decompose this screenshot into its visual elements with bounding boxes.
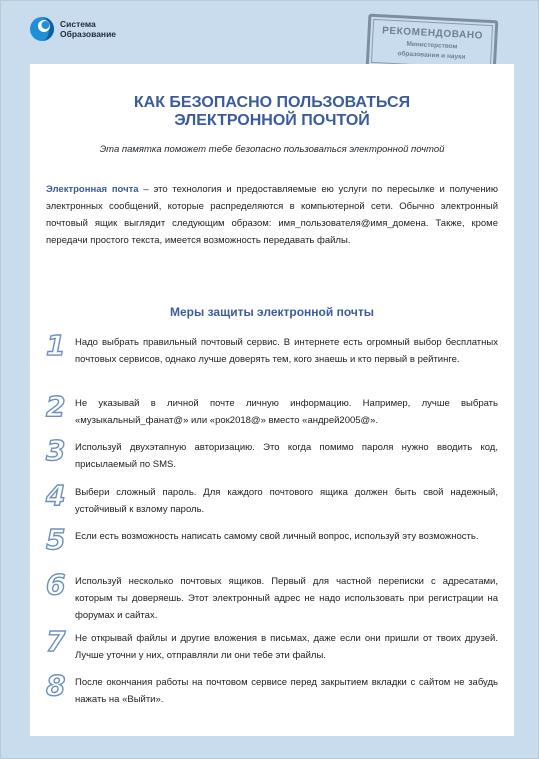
- tip-text: Не указывай в личной почте личную информацию. Например, лучше выбрать «музыкальный_фанат@» или «рок2018@» вместо «андрей2005@».: [75, 398, 498, 426]
- stamp-subtitle-1: Министерством: [406, 40, 458, 51]
- tip-number-icon: 4: [46, 479, 66, 512]
- page-title-line2: ЭЛЕКТРОННОЙ ПОЧТОЙ: [174, 112, 370, 129]
- tip-number-icon: 5: [46, 523, 66, 556]
- intro-text: – это технология и предоставляемые ею услуги по пересылке и получению электронных сообщений, которые распределяются в компьютерной сети. Обычно электронный почтовый ящик выглядит следующим образом: имя_пользователя@имя_домена. Также, кроме передачи простого текста, имеется возможность передавать файлы.: [46, 184, 498, 246]
- page-subtitle: Эта памятка поможет тебе безопасно пользоваться электронной почтой: [99, 144, 445, 155]
- page-title: [30, 94, 514, 130]
- tip-number-icon: 1: [46, 329, 66, 362]
- tip-number-icon: 2: [46, 390, 66, 423]
- intro-paragraph: [46, 181, 498, 249]
- intro-term: Электронная почта: [46, 184, 139, 195]
- stamp-title: РЕКОМЕНДОВАНО: [381, 25, 484, 42]
- logo-globe-icon: [27, 14, 57, 44]
- tip-text: После окончания работы на почтовом сервисе перед закрытием вкладки с сайтом не забудь нажать на «Выйти».: [75, 677, 498, 705]
- tip-text: Используй несколько почтовых ящиков. Первый для частной переписки с адресатами, которым ты доверяешь. Этот электронный адрес не надо использовать при регистрации на форумах и сайтах.: [75, 576, 498, 621]
- tip-text: Не открывай файлы и другие вложения в письмах, даже если они пришли от твоих друзей. Лучше уточни у них, отправляли ли они тебе эти файлы.: [75, 633, 498, 661]
- tip-text: Используй двухэтапную авторизацию. Это когда помимо пароля нужно вводить код, присылаемый по SMS.: [75, 442, 498, 470]
- tip-number-icon: 8: [46, 669, 66, 702]
- logo-text-line1: Система: [60, 19, 96, 29]
- logo: [27, 14, 116, 44]
- section-heading: Меры защиты электронной почты: [170, 305, 374, 319]
- tip-text: Если есть возможность написать самому свой личный вопрос, используй эту возможность.: [75, 531, 479, 542]
- stamp-subtitle-2: образования и науки: [397, 50, 466, 61]
- page-title-line1: КАК БЕЗОПАСНО ПОЛЬЗОВАТЬСЯ: [133, 94, 411, 111]
- tip-text: Надо выбрать правильный почтовый сервис. В интернете есть огромный выбор бесплатных почтовых сервисов, однако лучше доверять тем, кого знаешь и кто первый в рейтинге.: [75, 337, 498, 365]
- memo-card: [30, 64, 514, 736]
- tip-number-icon: 6: [46, 568, 66, 601]
- tip-number-icon: 3: [46, 434, 66, 467]
- tip-number-icon: 7: [46, 625, 66, 658]
- tip-text: Выбери сложный пароль. Для каждого почтового ящика должен быть свой надежный, устойчивый к взлому пароль.: [75, 487, 498, 515]
- logo-text-line2: Образование: [60, 29, 117, 39]
